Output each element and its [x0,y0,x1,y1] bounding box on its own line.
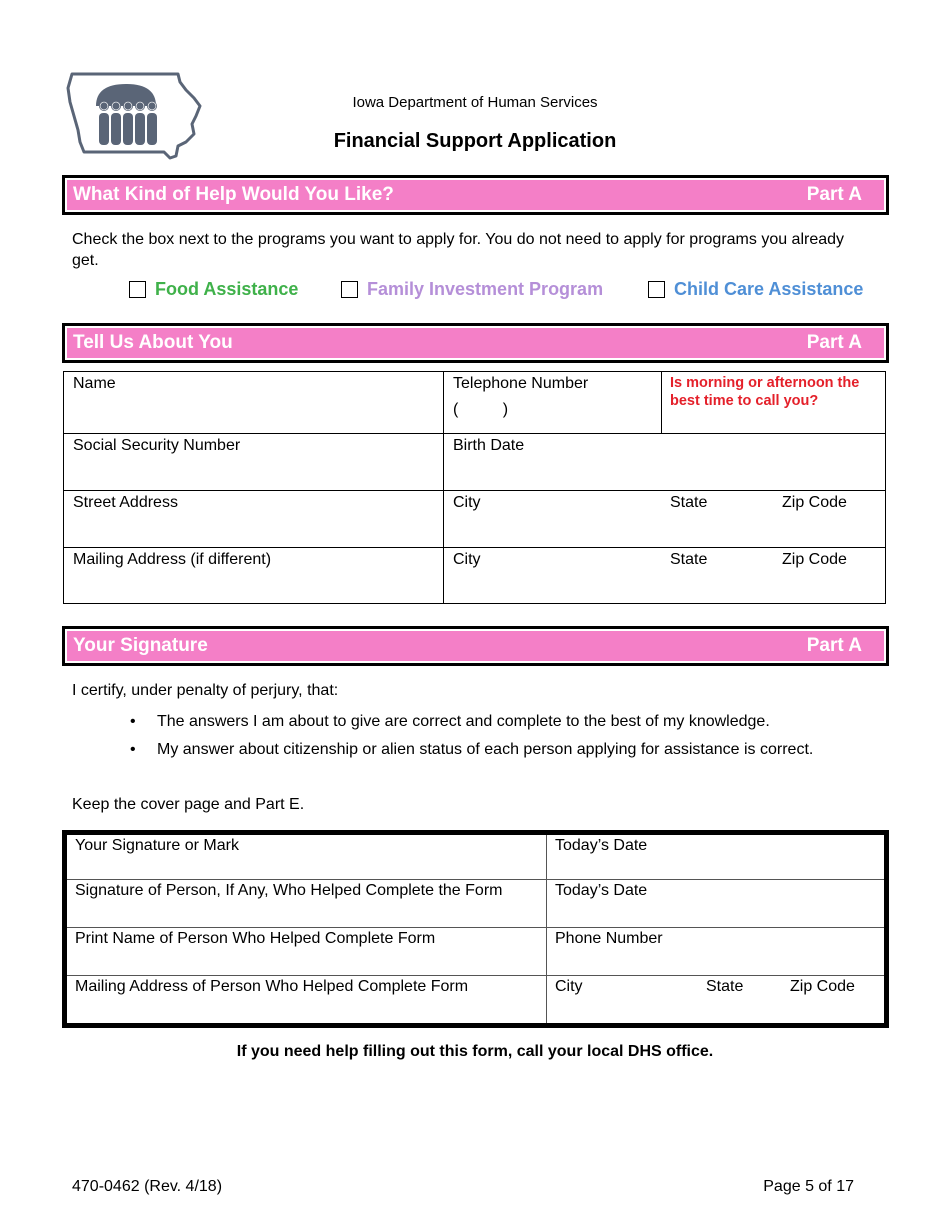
food-assistance-checkbox[interactable] [129,281,146,298]
program-option-child-care[interactable] [648,279,863,300]
helper-signature-field[interactable] [65,880,547,928]
instructions: Check the box next to the programs you want to apply for. You do not need to apply for programs you already get. [72,231,845,269]
street-city-state-zip-field[interactable] [444,491,886,548]
helper-name-field[interactable] [65,928,547,976]
your-signature-field[interactable] [65,833,547,880]
section-title-help: What Kind of Help Would You Like? [73,184,394,205]
telephone-label: Telephone Number [453,375,589,392]
city-label: City [555,978,583,995]
zip-label: Zip Code [782,494,847,511]
birth-date-label: Birth Date [453,437,525,454]
section-title-signature: Your Signature [73,635,208,656]
keep-note: Keep the cover page and Part E. [72,796,305,813]
section-part-signature: Part A [806,635,862,656]
state-label: State [670,494,708,511]
certify-bullets [157,712,857,768]
list-item: • The answers I am about to give are correct and complete to the best of my knowledge. [157,712,857,732]
section-part-help: Part A [806,184,862,205]
helper-address-field[interactable] [65,976,547,1026]
signature-table [62,830,889,1028]
street-address-field[interactable] [64,491,444,548]
section-title-about: Tell Us About You [73,332,233,353]
child-care-checkbox[interactable] [648,281,665,298]
about-you-table [63,371,886,604]
certify-statement: I certify, under penalty of perjury, that: [72,682,339,699]
fip-label: Family Investment Program [367,279,604,299]
list-item: • My answer about citizenship or alien status of each person applying for assistance is correct. [157,740,857,760]
section-banner-help [62,175,889,215]
state-label: State [706,978,744,995]
fip-checkbox[interactable] [341,281,358,298]
helper-phone-field[interactable] [547,928,887,976]
section-part-about: Part A [806,332,862,353]
name-label: Name [73,375,116,392]
ssn-label: Social Security Number [73,437,241,454]
state-label: State [670,551,708,568]
todays-date-field[interactable] [547,833,887,880]
name-field[interactable] [64,372,444,434]
street-address-label: Street Address [73,494,178,511]
mailing-address-label: Mailing Address (if different) [73,551,272,568]
child-care-label: Child Care Assistance [674,279,864,299]
helper-city-state-zip-field[interactable] [547,976,887,1026]
phone-area-code: ( ) [453,401,509,418]
program-option-food[interactable] [129,279,298,300]
section-banner-about [62,323,889,363]
city-label: City [453,494,481,511]
telephone-field[interactable] [444,372,662,434]
zip-label: Zip Code [782,551,847,568]
food-assistance-label: Food Assistance [155,279,299,299]
city-label: City [453,551,481,568]
help-note: If you need help filling out this form, call your local DHS office. [236,1043,714,1060]
form-number: 470-0462 (Rev. 4/18) [72,1178,223,1195]
helper-name-label: Print Name of Person Who Helped Complete Form [75,930,436,947]
todays-date-label: Today’s Date [555,837,648,854]
helper-address-label: Mailing Address of Person Who Helped Complete Form [75,978,469,995]
form-title: Financial Support Application [333,130,617,152]
program-option-fip[interactable] [341,279,603,300]
section-banner-signature [62,626,889,666]
helper-signature-label: Signature of Person, If Any, Who Helped Complete the Form [75,882,503,899]
page-number: Page 5 of 17 [763,1178,854,1195]
ssn-field[interactable] [64,434,444,491]
best-time-field[interactable] [662,372,886,434]
mailing-city-state-zip-field[interactable] [444,548,886,604]
helper-date-field[interactable] [547,880,887,928]
zip-label: Zip Code [790,978,855,995]
your-signature-label: Your Signature or Mark [75,837,239,854]
mailing-address-field[interactable] [64,548,444,604]
best-time-label: Is morning or afternoon the best time to call you? [670,375,860,409]
helper-phone-label: Phone Number [555,930,663,947]
helper-date-label: Today’s Date [555,882,648,899]
agency-name: Iowa Department of Human Services [352,94,598,111]
birth-date-field[interactable] [444,434,886,491]
